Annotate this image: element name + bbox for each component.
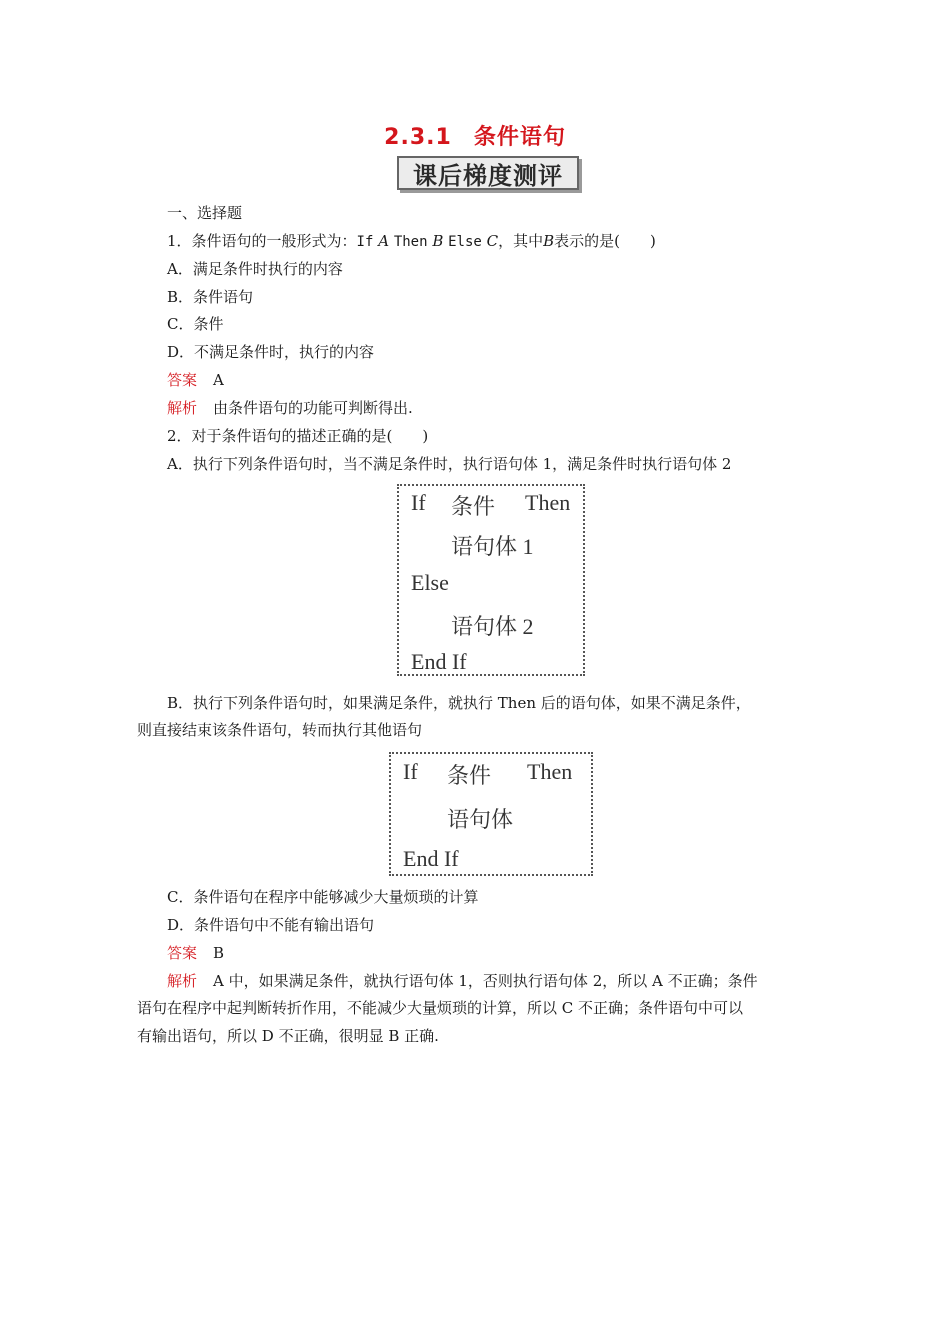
- answer-label: 答案: [167, 371, 198, 389]
- banner-text: 课后梯度测评: [413, 160, 563, 190]
- q2-option-b-line1: B．执行下列条件语句时，如果满足条件，就执行 Then 后的语句体，如果不满足条件，: [167, 694, 751, 712]
- answer-label: 答案: [167, 944, 198, 962]
- q2-answer: 答案 B: [167, 944, 225, 962]
- q2-analysis-line2: 语句在程序中起判断转折作用，不能减少大量烦琐的计算，所以 C 不正确；条件语句中可以: [137, 999, 744, 1017]
- q2-option-c: C．条件语句在程序中能够减少大量烦琐的计算: [167, 888, 479, 906]
- q2-analysis-line3: 有输出语句，所以 D 不正确，很明显 B 正确.: [137, 1027, 439, 1045]
- q2-option-d: D．条件语句中不能有输出语句: [167, 916, 375, 934]
- q1-option-c: C．条件: [167, 315, 224, 333]
- analysis-label: 解析: [167, 399, 198, 417]
- section-title: 条件语句: [473, 125, 566, 150]
- page-title: [0, 120, 950, 151]
- q1-option-d: D．不满足条件时，执行的内容: [167, 343, 375, 361]
- q2-option-a: A．执行下列条件语句时，当不满足条件时，执行语句体 1，满足条件时执行语句体 2: [167, 455, 732, 473]
- analysis-label: 解析: [167, 972, 198, 990]
- q1-answer: 答案 A: [167, 371, 224, 389]
- question-2-stem: 2．对于条件语句的描述正确的是( ): [167, 427, 429, 445]
- exercise-banner: [397, 156, 579, 190]
- section-number: 2.3.1: [384, 125, 452, 150]
- q1-option-b: B．条件语句: [167, 288, 254, 306]
- question-1-stem: 1．条件语句的一般形式为：If A Then B Else C，其中B表示的是( ): [167, 232, 656, 250]
- q1-option-a: A．满足条件时执行的内容: [167, 260, 343, 278]
- section-heading: 一、选择题: [167, 204, 243, 222]
- q2-analysis-line1: 解析 A 中，如果满足条件，就执行语句体 1，否则执行语句体 2，所以 A 不正确；条件: [167, 972, 758, 990]
- q2-option-b-line2: 则直接结束该条件语句，转而执行其他语句: [137, 721, 423, 739]
- code-block-a: If 条件 Then 语句体 1 Else 语句体 2 End If: [397, 484, 585, 676]
- code-block-b: If 条件 Then 语句体 End If: [389, 752, 593, 876]
- q1-analysis: 解析 由条件语句的功能可判断得出.: [167, 399, 413, 417]
